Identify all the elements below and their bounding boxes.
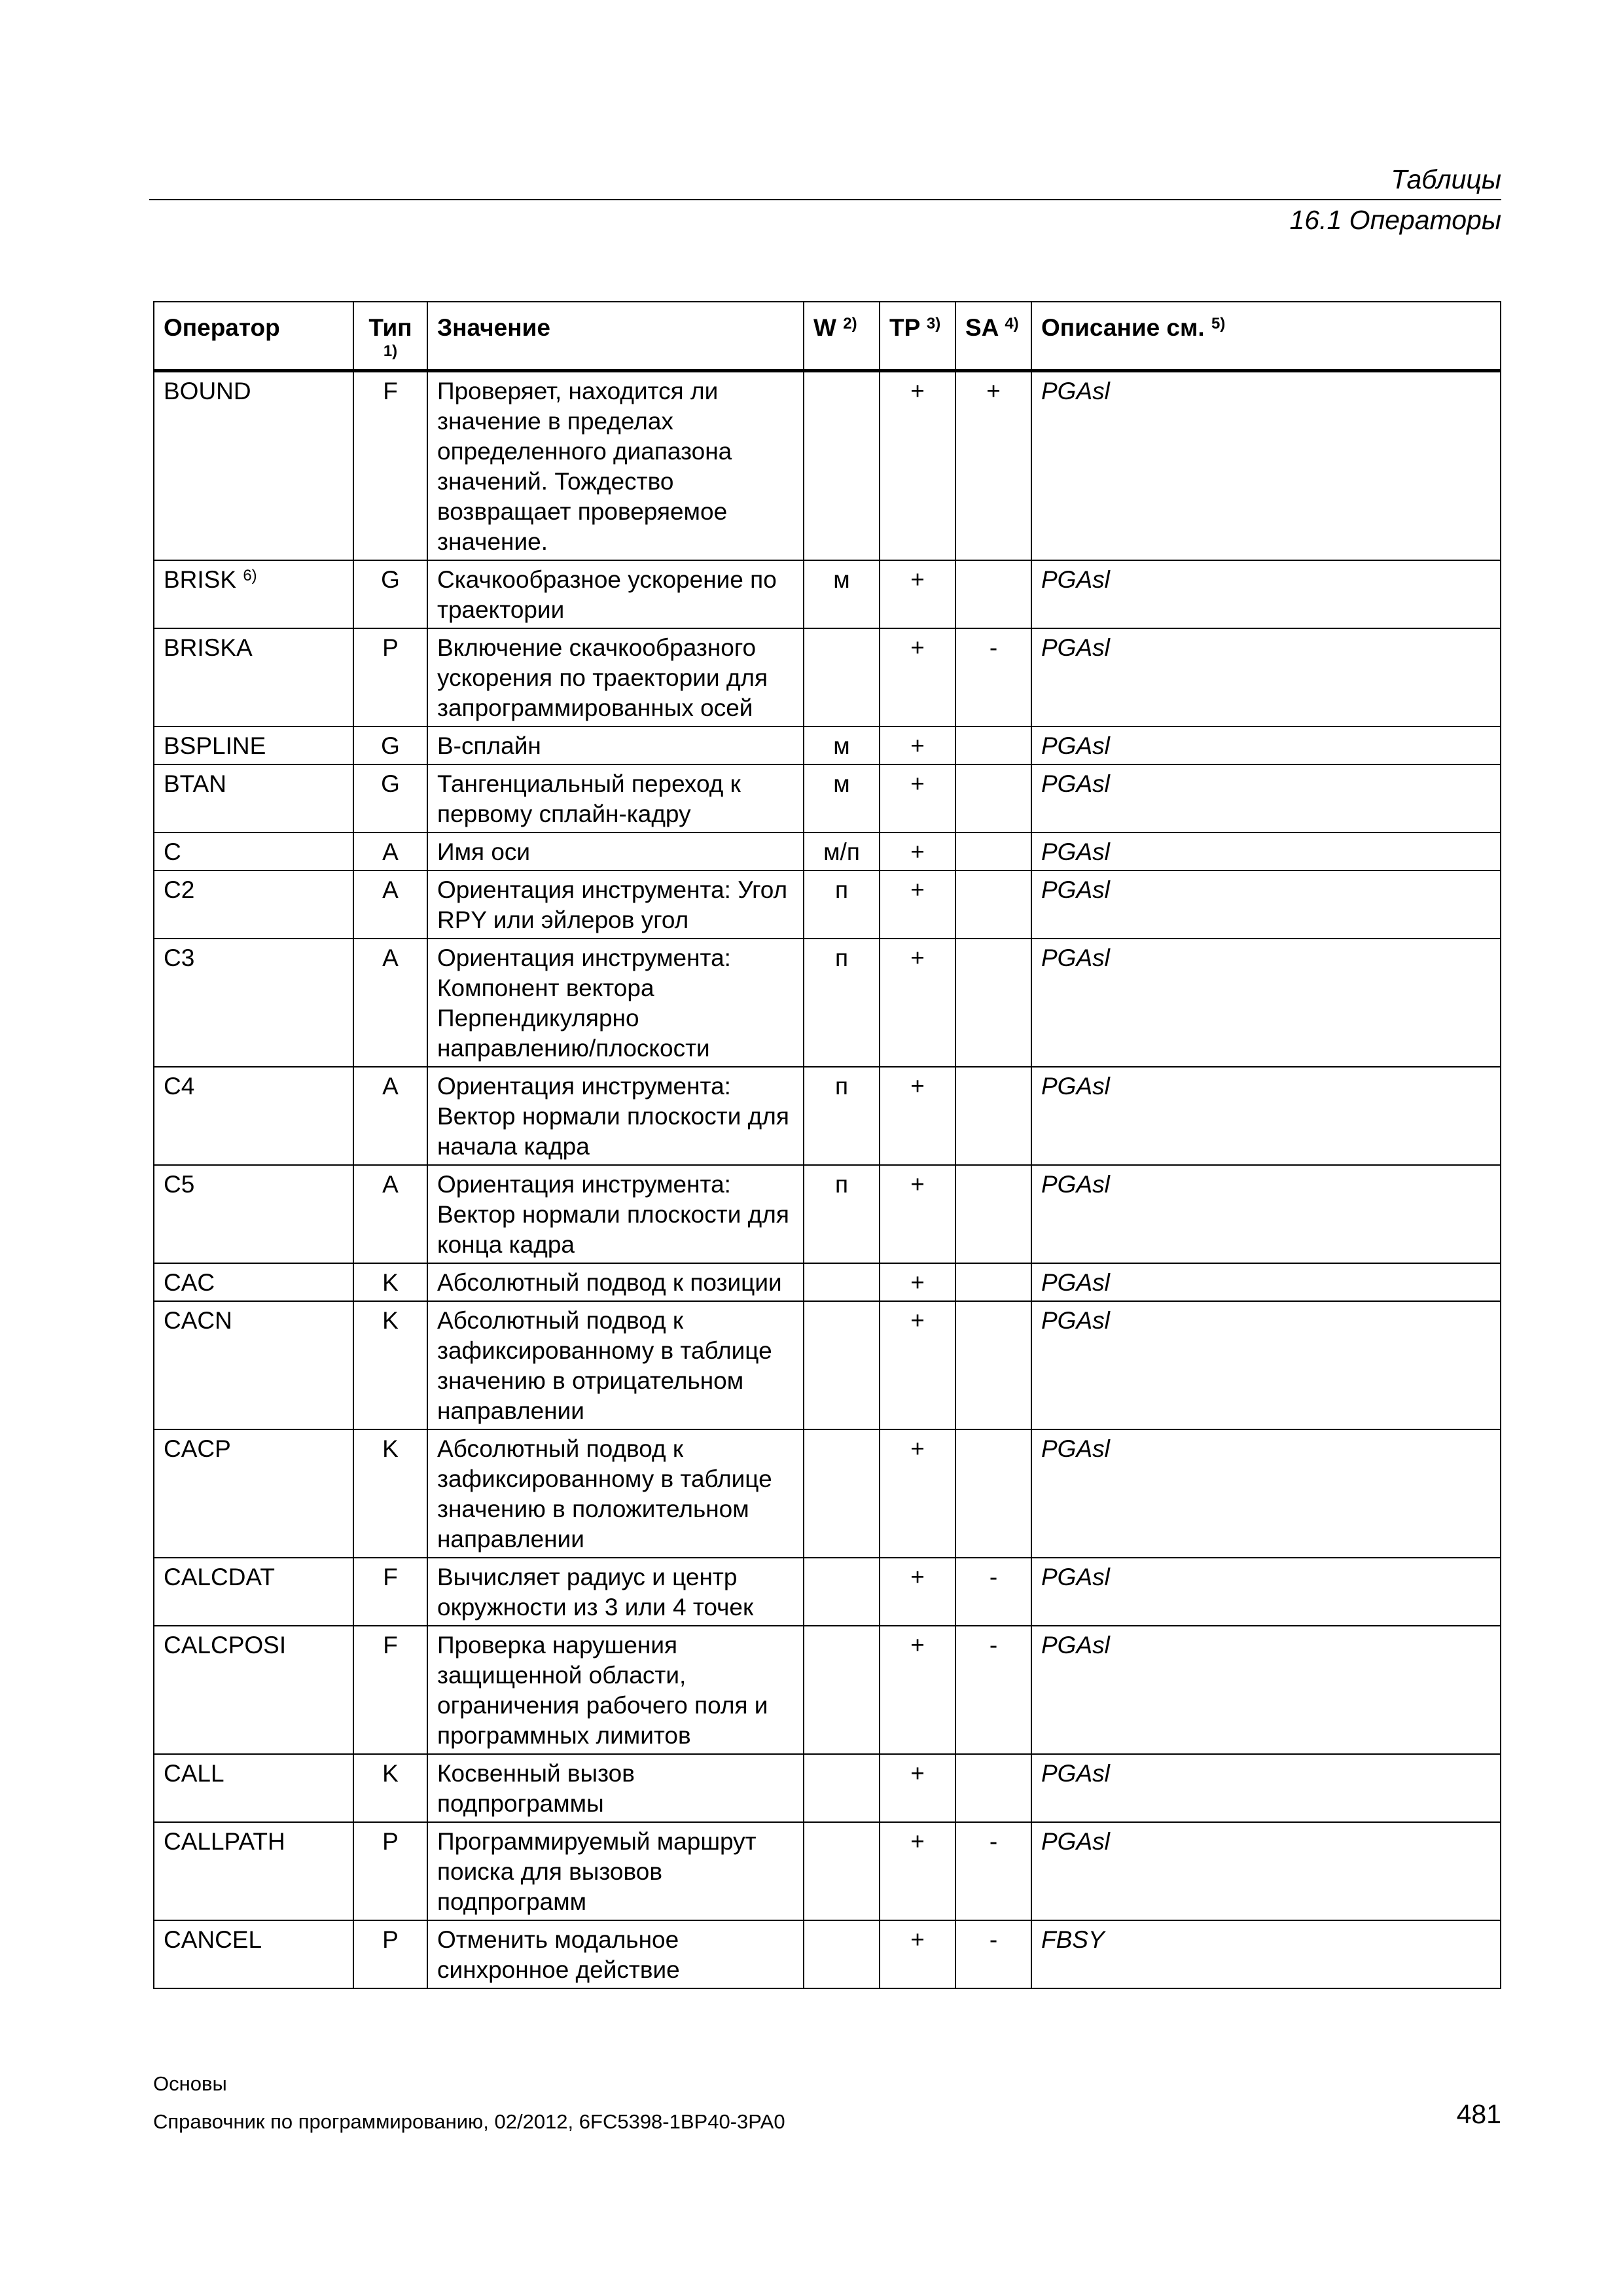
cell-sa xyxy=(955,1067,1031,1165)
table-row xyxy=(154,764,1501,833)
operator-footnote: 6) xyxy=(243,567,257,584)
cell-sa: - xyxy=(955,1920,1031,1988)
cell-type: F xyxy=(353,1626,427,1754)
cell-w xyxy=(804,1558,880,1626)
cell-description: PGAsl xyxy=(1031,1822,1501,1920)
cell-w xyxy=(804,628,880,726)
cell-description: PGAsl xyxy=(1031,560,1501,628)
cell-description: PGAsl xyxy=(1031,833,1501,870)
cell-tp: + xyxy=(880,1165,955,1263)
cell-w xyxy=(804,371,880,561)
col-header-meaning: Значение xyxy=(427,302,804,371)
cell-w: м/п xyxy=(804,833,880,870)
cell-operator: BRISKA xyxy=(154,628,353,726)
cell-type: F xyxy=(353,371,427,561)
cell-description: PGAsl xyxy=(1031,1626,1501,1754)
table-row xyxy=(154,1429,1501,1558)
cell-meaning: Имя оси xyxy=(427,833,804,870)
table-row xyxy=(154,1822,1501,1920)
cell-tp: + xyxy=(880,1626,955,1754)
table-row xyxy=(154,1558,1501,1626)
cell-tp: + xyxy=(880,870,955,939)
table-row xyxy=(154,1067,1501,1165)
cell-operator: CACN xyxy=(154,1301,353,1429)
cell-meaning: Программируемый маршрут поиска для вызовов подпрограмм xyxy=(427,1822,804,1920)
cell-type: G xyxy=(353,764,427,833)
cell-sa xyxy=(955,764,1031,833)
cell-tp: + xyxy=(880,1754,955,1822)
cell-w xyxy=(804,1301,880,1429)
cell-type: K xyxy=(353,1754,427,1822)
cell-operator: CALL xyxy=(154,1754,353,1822)
table-row xyxy=(154,870,1501,939)
cell-description: PGAsl xyxy=(1031,1165,1501,1263)
cell-type: A xyxy=(353,939,427,1067)
cell-operator: CALCPOSI xyxy=(154,1626,353,1754)
cell-operator: CACP xyxy=(154,1429,353,1558)
cell-description: PGAsl xyxy=(1031,1429,1501,1558)
cell-meaning: Ориентация инструмента: Вектор нормали плоскости для конца кадра xyxy=(427,1165,804,1263)
cell-meaning: Абсолютный подвод к зафиксированному в таблице значению в отрицательном направлении xyxy=(427,1301,804,1429)
table-row xyxy=(154,1301,1501,1429)
cell-operator: CAC xyxy=(154,1263,353,1301)
cell-w: м xyxy=(804,764,880,833)
cell-description: PGAsl xyxy=(1031,939,1501,1067)
cell-sa xyxy=(955,939,1031,1067)
table-row xyxy=(154,1165,1501,1263)
cell-tp: + xyxy=(880,1263,955,1301)
cell-type: F xyxy=(353,1558,427,1626)
cell-w: п xyxy=(804,1067,880,1165)
cell-sa xyxy=(955,1263,1031,1301)
cell-type: G xyxy=(353,560,427,628)
cell-meaning: Скачкообразное ускорение по траектории xyxy=(427,560,804,628)
table-row xyxy=(154,1263,1501,1301)
table-row xyxy=(154,371,1501,561)
cell-tp: + xyxy=(880,726,955,764)
cell-sa xyxy=(955,560,1031,628)
col-header-tp: TP $^{3)}$ xyxy=(880,302,955,371)
table-row xyxy=(154,833,1501,870)
cell-sa: - xyxy=(955,628,1031,726)
cell-description: FBSY xyxy=(1031,1920,1501,1988)
footer-document-title: Основы xyxy=(153,2072,227,2095)
col-header-tp-note: 3) xyxy=(926,315,941,332)
cell-sa xyxy=(955,726,1031,764)
table-row xyxy=(154,1920,1501,1988)
cell-description: PGAsl xyxy=(1031,1558,1501,1626)
cell-type: A xyxy=(353,1165,427,1263)
cell-w xyxy=(804,1626,880,1754)
col-header-type: Тип 1) xyxy=(353,302,427,371)
cell-tp: + xyxy=(880,1558,955,1626)
cell-meaning: Тангенциальный переход к первому сплайн-кадру xyxy=(427,764,804,833)
cell-operator: C xyxy=(154,833,353,870)
cell-sa xyxy=(955,870,1031,939)
cell-meaning: B-сплайн xyxy=(427,726,804,764)
cell-w xyxy=(804,1263,880,1301)
col-header-type-note: 1) xyxy=(383,342,398,360)
cell-operator: BRISK $^{6)}$ xyxy=(154,560,353,628)
cell-description: PGAsl xyxy=(1031,628,1501,726)
cell-sa xyxy=(955,1301,1031,1429)
table-row xyxy=(154,726,1501,764)
cell-operator: C5 xyxy=(154,1165,353,1263)
table-row xyxy=(154,939,1501,1067)
col-header-w: W $^{2)}$ xyxy=(804,302,880,371)
page-number: 481 xyxy=(1456,2099,1501,2129)
cell-tp: + xyxy=(880,1822,955,1920)
cell-sa xyxy=(955,1754,1031,1822)
cell-type: A xyxy=(353,1067,427,1165)
cell-type: G xyxy=(353,726,427,764)
cell-w: п xyxy=(804,1165,880,1263)
table-row xyxy=(154,628,1501,726)
cell-sa: + xyxy=(955,371,1031,561)
cell-w: п xyxy=(804,939,880,1067)
cell-meaning: Косвенный вызов подпрограммы xyxy=(427,1754,804,1822)
cell-description: PGAsl xyxy=(1031,726,1501,764)
cell-meaning: Ориентация инструмента: Угол RPY или эйлеров угол xyxy=(427,870,804,939)
cell-meaning: Проверяет, находится ли значение в пределах определенного диапазона значений. Тождество возвращает проверяемое значение. xyxy=(427,371,804,561)
cell-description: PGAsl xyxy=(1031,870,1501,939)
cell-type: A xyxy=(353,833,427,870)
cell-type: K xyxy=(353,1301,427,1429)
cell-w: м xyxy=(804,560,880,628)
cell-description: PGAsl xyxy=(1031,1754,1501,1822)
cell-operator: C4 xyxy=(154,1067,353,1165)
cell-type: P xyxy=(353,1920,427,1988)
cell-meaning: Ориентация инструмента: Вектор нормали плоскости для начала кадра xyxy=(427,1067,804,1165)
cell-tp: + xyxy=(880,833,955,870)
col-header-operator: Оператор xyxy=(154,302,353,371)
table-row xyxy=(154,1626,1501,1754)
cell-sa xyxy=(955,1165,1031,1263)
header-divider xyxy=(149,199,1501,200)
cell-tp: + xyxy=(880,764,955,833)
cell-operator: BTAN xyxy=(154,764,353,833)
cell-sa: - xyxy=(955,1822,1031,1920)
cell-description: PGAsl xyxy=(1031,1067,1501,1165)
col-header-sa: SA $^{4)}$ xyxy=(955,302,1031,371)
cell-meaning: Абсолютный подвод к зафиксированному в таблице значению в положительном направлении xyxy=(427,1429,804,1558)
operators-table xyxy=(153,301,1501,1989)
cell-w xyxy=(804,1754,880,1822)
col-header-w-note: 2) xyxy=(843,315,857,332)
cell-type: P xyxy=(353,1822,427,1920)
cell-type: A xyxy=(353,870,427,939)
running-header-section: 16.1 Операторы xyxy=(1289,205,1501,235)
cell-tp: + xyxy=(880,560,955,628)
cell-sa: - xyxy=(955,1626,1031,1754)
table-row xyxy=(154,1754,1501,1822)
cell-w xyxy=(804,1920,880,1988)
table-header-row xyxy=(154,302,1501,371)
cell-meaning: Ориентация инструмента: Компонент вектора Перпендикулярно направлению/плоскости xyxy=(427,939,804,1067)
cell-tp: + xyxy=(880,1429,955,1558)
cell-tp: + xyxy=(880,628,955,726)
cell-meaning: Включение скачкообразного ускорения по траектории для запрограммированных осей xyxy=(427,628,804,726)
col-header-description-note: 5) xyxy=(1211,315,1226,332)
cell-operator: C2 xyxy=(154,870,353,939)
cell-operator: CALLPATH xyxy=(154,1822,353,1920)
cell-operator: C3 xyxy=(154,939,353,1067)
cell-tp: + xyxy=(880,1067,955,1165)
cell-meaning: Проверка нарушения защищенной области, ограничения рабочего поля и программных лимитов xyxy=(427,1626,804,1754)
cell-w xyxy=(804,1429,880,1558)
cell-operator: CALCDAT xyxy=(154,1558,353,1626)
cell-meaning: Абсолютный подвод к позиции xyxy=(427,1263,804,1301)
cell-type: K xyxy=(353,1429,427,1558)
cell-w: п xyxy=(804,870,880,939)
cell-operator: BOUND xyxy=(154,371,353,561)
cell-operator: CANCEL xyxy=(154,1920,353,1988)
cell-tp: + xyxy=(880,1301,955,1429)
footer-document-reference: Справочник по программированию, 02/2012, 6FC5398-1BP40-3PA0 xyxy=(153,2110,785,2133)
cell-description: PGAsl xyxy=(1031,371,1501,561)
cell-tp: + xyxy=(880,939,955,1067)
cell-sa xyxy=(955,1429,1031,1558)
cell-w: м xyxy=(804,726,880,764)
cell-tp: + xyxy=(880,1920,955,1988)
cell-type: P xyxy=(353,628,427,726)
cell-sa: - xyxy=(955,1558,1031,1626)
cell-type: K xyxy=(353,1263,427,1301)
running-header-chapter: Таблицы xyxy=(1391,164,1501,194)
col-header-description: Описание см. $^{5)}$ xyxy=(1031,302,1501,371)
cell-tp: + xyxy=(880,371,955,561)
cell-description: PGAsl xyxy=(1031,1301,1501,1429)
col-header-sa-note: 4) xyxy=(1005,315,1019,332)
cell-description: PGAsl xyxy=(1031,1263,1501,1301)
cell-operator: BSPLINE xyxy=(154,726,353,764)
table-row xyxy=(154,560,1501,628)
cell-meaning: Вычисляет радиус и центр окружности из 3 или 4 точек xyxy=(427,1558,804,1626)
cell-w xyxy=(804,1822,880,1920)
cell-sa xyxy=(955,833,1031,870)
cell-meaning: Отменить модальное синхронное действие xyxy=(427,1920,804,1988)
cell-description: PGAsl xyxy=(1031,764,1501,833)
